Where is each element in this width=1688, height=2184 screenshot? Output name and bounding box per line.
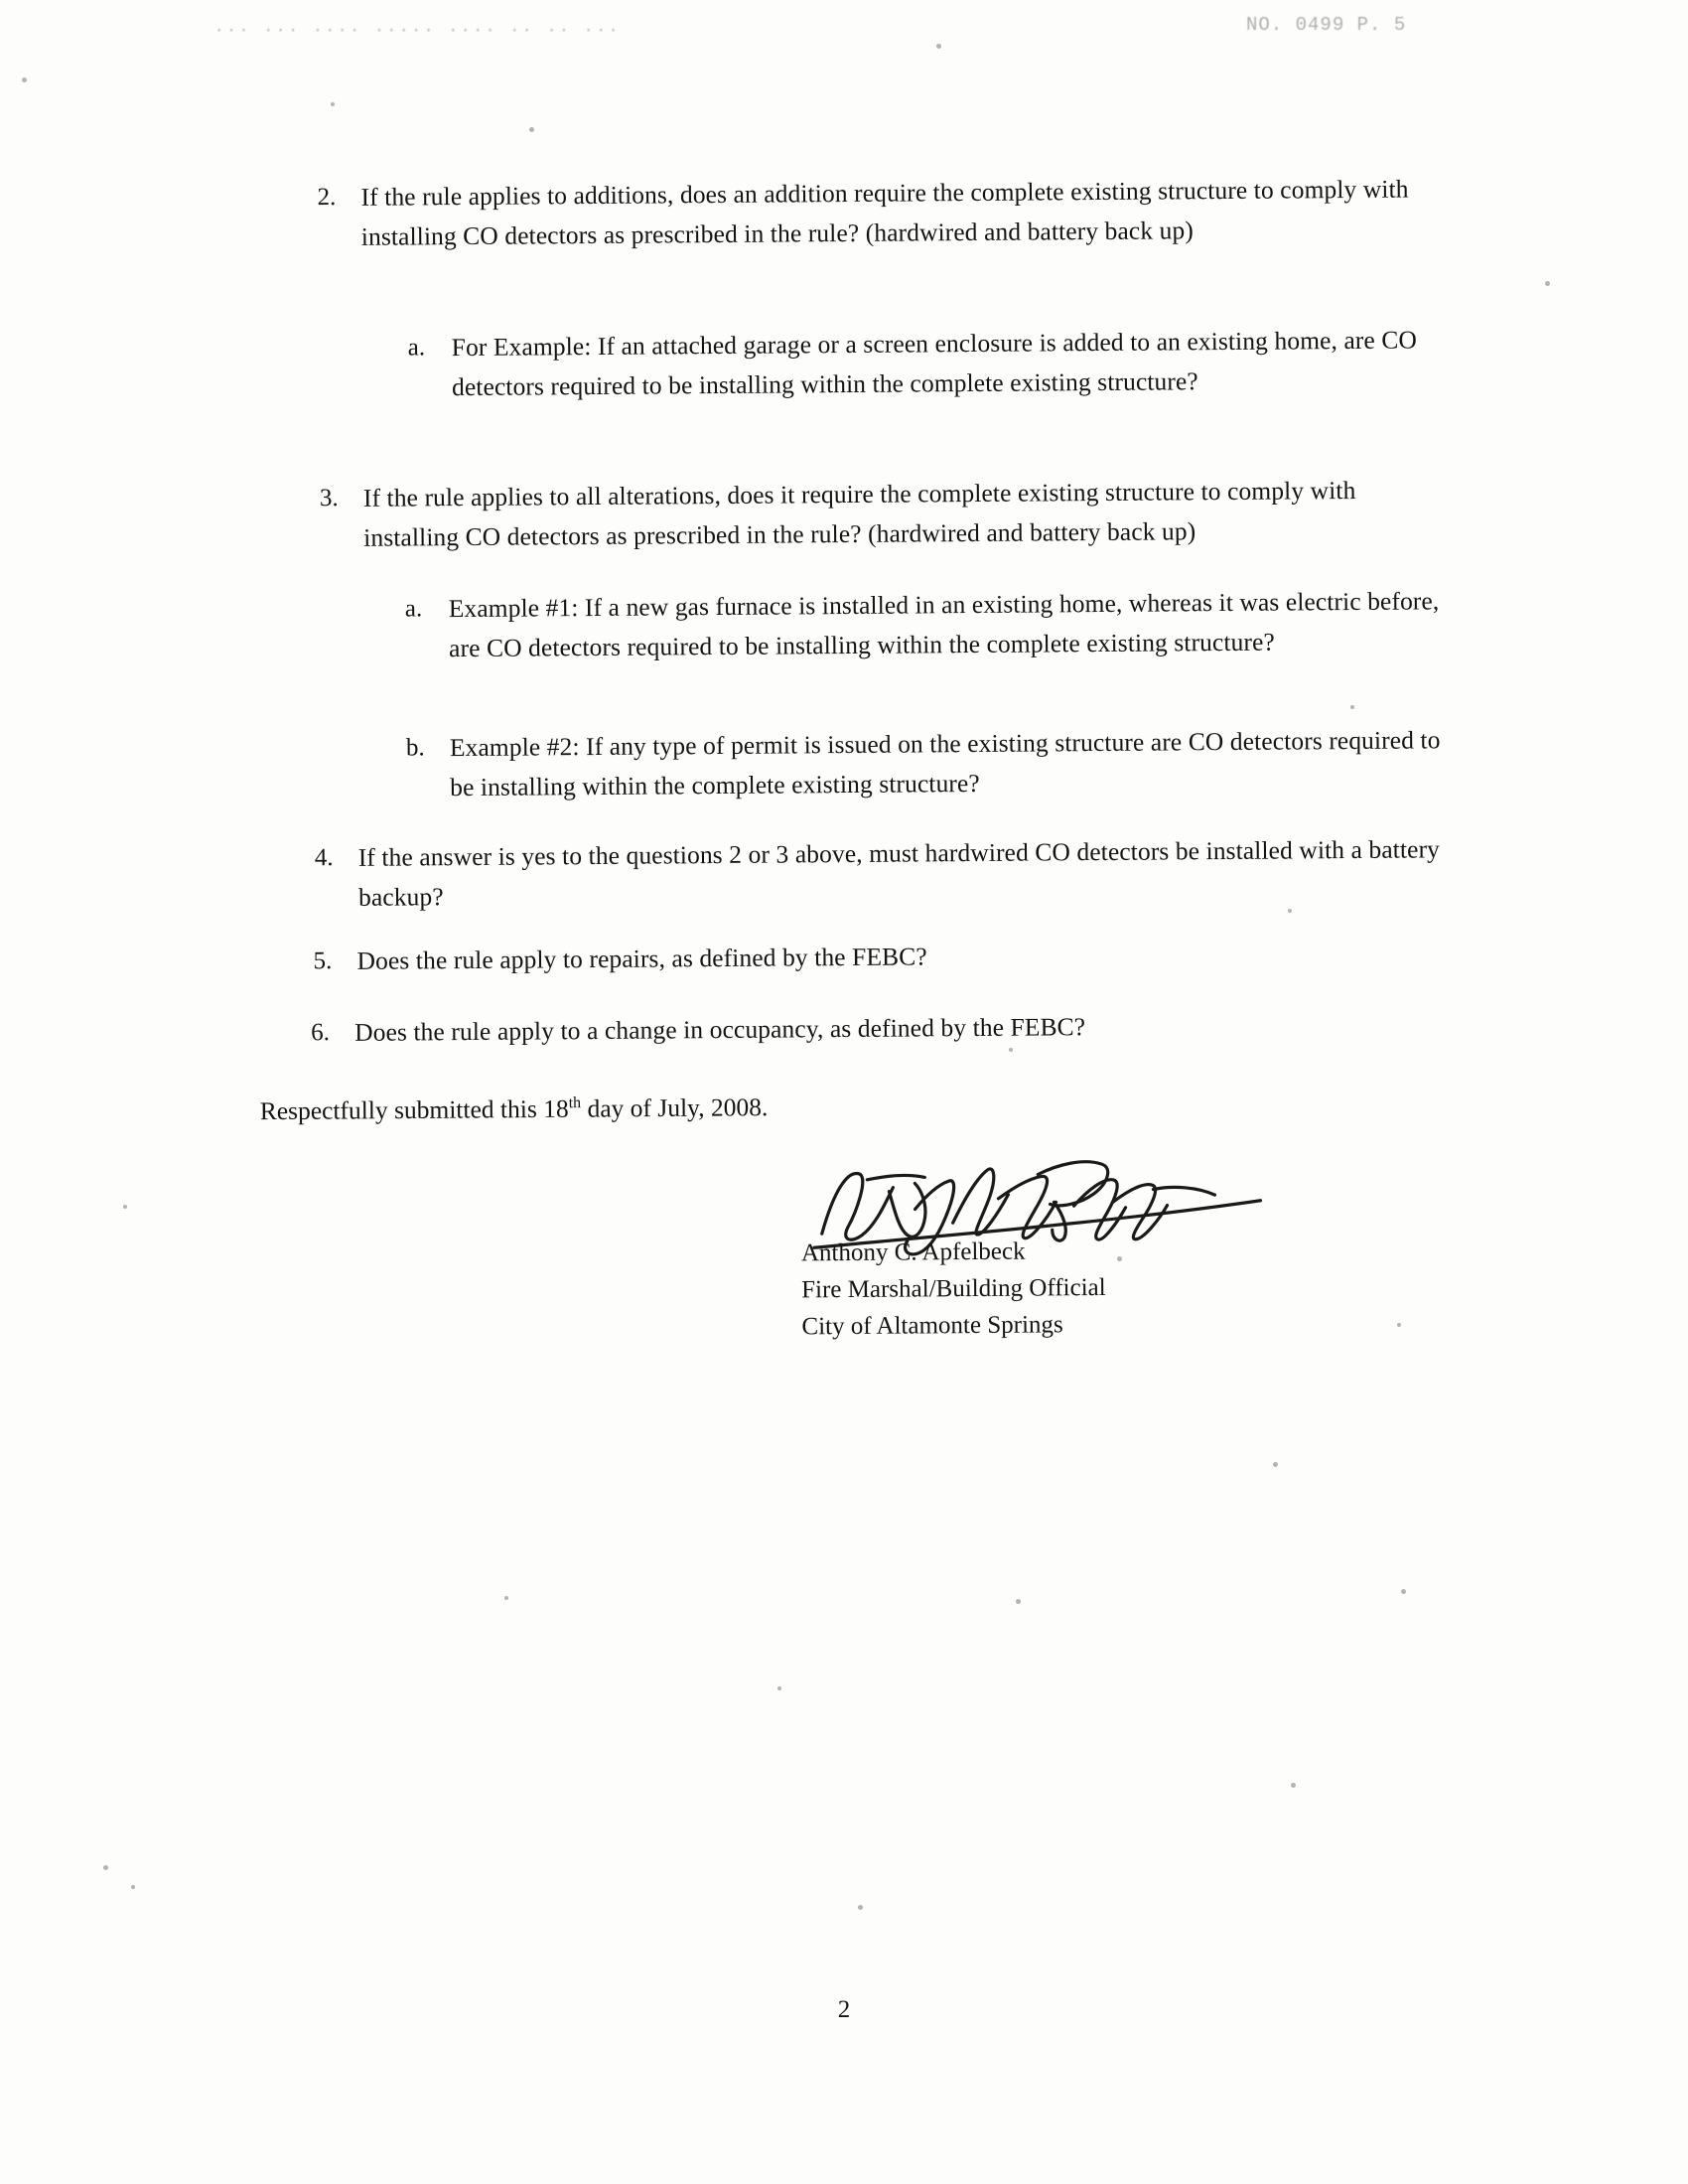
list-item-marker: 3. — [319, 485, 339, 512]
scan-speck — [103, 1865, 108, 1870]
list-item — [408, 320, 1432, 407]
list-item-text: Example #1: If a new gas furnace is installed in an existing home, whereas it was electric before, are CO detectors required to be installing within the complete existing structure? — [448, 586, 1440, 663]
list-item-marker: 5. — [313, 947, 333, 975]
scan-speck — [504, 1596, 508, 1600]
list-item — [315, 829, 1448, 918]
scan-speck — [331, 102, 335, 106]
closing-ordinal: th — [568, 1094, 582, 1112]
scan-speck — [1401, 1589, 1406, 1594]
scan-speck — [1397, 1323, 1401, 1327]
scan-speck — [1016, 1599, 1021, 1604]
page-number: 2 — [837, 1996, 851, 2023]
list-item-marker: 2. — [317, 184, 337, 212]
list-item-text: If the rule applies to additions, does an addition require the complete existing structure to comply with installing CO detectors as prescribed in the rule? (hardwired and battery back up) — [360, 174, 1409, 251]
scan-speck — [1350, 705, 1354, 709]
list-item — [406, 720, 1460, 807]
list-item-marker: b. — [405, 734, 425, 762]
list-item-text: Does the rule apply to repairs, as defined by the FEBC? — [356, 942, 927, 975]
fax-header — [0, 10, 1688, 50]
signature-block — [801, 1233, 1106, 1345]
list-item-text: Example #2: If any type of permit is issued on the existing structure are CO detectors required to be installing within the complete existing structure? — [449, 725, 1441, 802]
list-item — [313, 933, 1445, 981]
closing-line — [260, 1081, 1154, 1131]
list-item-marker: 4. — [314, 844, 334, 872]
list-item-text: Does the rule apply to a change in occupancy, as defined by the FEBC? — [354, 1012, 1086, 1047]
list-item — [311, 1004, 1443, 1053]
list-item-text: If the rule applies to all alterations, does it require the complete existing structure to comply with installing CO detectors as prescribed in the rule? (hardwired and battery back up) — [362, 475, 1356, 552]
closing-suffix: day of July, 2008. — [581, 1092, 769, 1123]
closing-prefix: Respectfully submitted this 18 — [259, 1093, 569, 1126]
signer-organization: City of Altamonte Springs — [801, 1311, 1063, 1341]
scan-speck — [529, 127, 534, 132]
signer-name: Anthony C. Apfelbeck — [800, 1238, 1026, 1267]
scan-speck — [123, 1205, 127, 1209]
scan-speck — [936, 44, 941, 49]
list-item-marker: a. — [404, 595, 423, 623]
scan-speck — [1009, 1048, 1013, 1052]
list-item — [405, 581, 1444, 668]
scan-speck — [131, 1885, 135, 1889]
fax-header-right-text: NO. 0499 P. 5 — [1246, 14, 1407, 36]
signer-title: Fire Marshal/Building Official — [801, 1273, 1106, 1304]
fax-header-left-text: ... ... .... ..... .... .. .. ... — [213, 17, 621, 37]
list-item-text: For Example: If an attached garage or a screen enclosure is added to an existing home, are CO detectors required to be installing within the complete existing structure? — [451, 325, 1418, 402]
list-item — [317, 169, 1435, 257]
list-item — [320, 470, 1453, 558]
scan-speck — [858, 1905, 863, 1910]
list-item-text: If the answer is yes to the questions 2 or 3 above, must hardwired CO detectors be installed with a battery backup? — [357, 834, 1441, 912]
scan-speck — [1273, 1462, 1278, 1467]
scan-speck — [1545, 281, 1550, 286]
list-item-marker: 6. — [311, 1019, 331, 1047]
scan-speck — [777, 1686, 781, 1690]
scan-speck — [1291, 1783, 1296, 1788]
scan-speck — [22, 77, 27, 82]
list-item-marker: a. — [407, 334, 426, 362]
